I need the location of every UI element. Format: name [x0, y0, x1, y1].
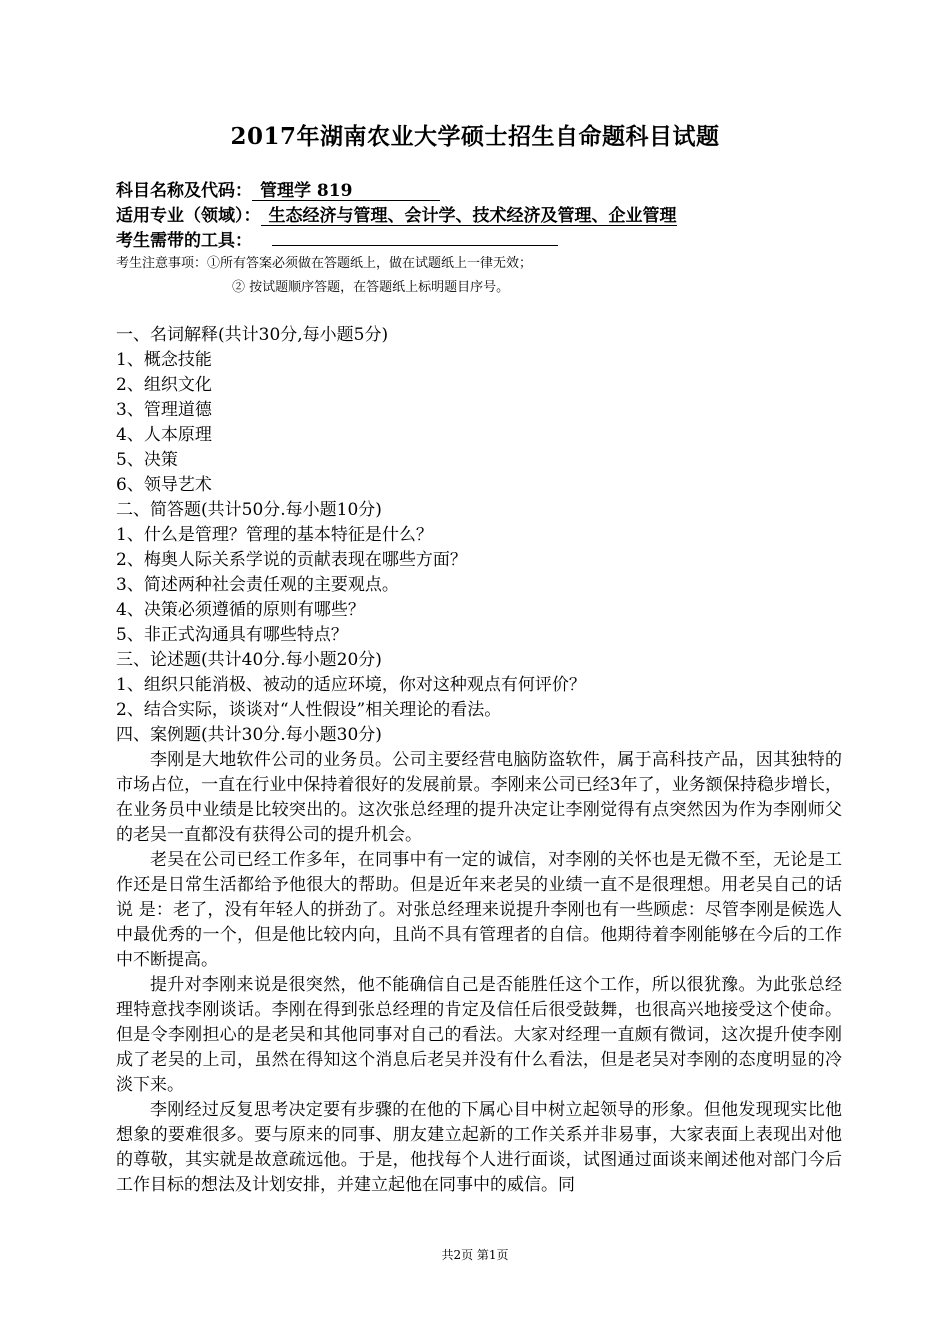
section-heading: 三、论述题(共计40分.每小题20分) — [116, 650, 382, 670]
section-heading: 一、名词解释(共计30分,每小题5分) — [116, 325, 389, 345]
question-item: 6、领导艺术 — [116, 475, 212, 495]
major-row — [116, 201, 677, 226]
tools-label: 考生需带的工具： — [116, 231, 252, 251]
question-item: 3、管理道德 — [116, 400, 212, 420]
section-heading: 二、简答题(共计50分.每小题10分) — [116, 500, 382, 520]
question-item: 2、结合实际，谈谈对“人性假设”相关理论的看法。 — [116, 700, 502, 720]
tools-row — [116, 226, 558, 251]
question-item: 2、组织文化 — [116, 375, 212, 395]
tools-blank — [272, 245, 558, 246]
question-item: 3、简述两种社会责任观的主要观点。 — [116, 575, 399, 595]
section-heading: 四、案例题(共计30分.每小题30分) — [116, 725, 382, 745]
page-title: 2017年湖南农业大学硕士招生自命题科目试题 — [230, 123, 720, 150]
question-item: 4、人本原理 — [116, 425, 212, 445]
case-paragraph: 老吴在公司已经工作多年，在同事中有一定的诚信，对李刚的关怀也是无微不至，无论是工作还是日常生活都给予他很大的帮助。但是近年来老吴的业绩一直不是很理想。用老吴自己的话说 是：老了，没有年轻人的拼劲了。对张总经理来说提升李刚也有一些顾虑：尽管李刚是候选人中最优秀的一个，但是他比较内向，且尚不具有管理者的自信。他期待着李刚能够在今后的工作中不断提高。 — [116, 850, 842, 970]
question-item: 1、组织只能消极、被动的适应环境，你对这种观点有何评价？ — [116, 675, 586, 695]
case-paragraph: 李刚经过反复思考决定要有步骤的在他的下属心目中树立起领导的形象。但他发现现实比他想象的要难很多。要与原来的同事、朋友建立起新的工作关系并非易事，大家表面上表现出对他的尊敬，其实就是故意疏远他。于是，他找每个人进行面谈，试图通过面谈来阐述他对部门今后工作目标的想法及计划安排，并建立起他在同事中的威信。同 — [116, 1100, 842, 1195]
question-item: 5、非正式沟通具有哪些特点？ — [116, 625, 348, 645]
question-item: 2、梅奥人际关系学说的贡献表现在哪些方面？ — [116, 550, 467, 570]
case-paragraph: 李刚是大地软件公司的业务员。公司主要经营电脑防盗软件，属于高科技产品，因其独特的市场占位，一直在行业中保持着很好的发展前景。李刚来公司已经3年了，业务额保持稳步增长，在业务员中业绩是比较突出的。这次张总经理的提升决定让李刚觉得有点突然因为作为李刚师父的老吴一直都没有获得公司的提升机会。 — [116, 750, 842, 845]
subject-value: 管理学 819 — [252, 182, 440, 201]
page-footer: 共2页 第1页 — [441, 1248, 509, 1262]
subject-row — [116, 176, 440, 201]
exam-body — [116, 323, 842, 1198]
case-paragraph: 提升对李刚来说是很突然，他不能确信自己是否能胜任这个工作，所以很犹豫。为此张总经理特意找李刚谈话。李刚在得到张总经理的肯定及信任后很受鼓舞，也很高兴地接受这个使命。但是令李刚担心的是老吴和其他同事对自己的看法。大家对经理一直颇有微词，这次提升使李刚成了老吴的上司，虽然在得知这个消息后老吴并没有什么看法，但是老吴对李刚的态度明显的冷淡下来。 — [116, 975, 842, 1095]
notice-line-1: 考生注意事项：①所有答案必须做在答题纸上，做在试题纸上一律无效； — [116, 256, 533, 271]
subject-label: 科目名称及代码： — [116, 181, 252, 201]
question-item: 4、决策必须遵循的原则有哪些？ — [116, 600, 365, 620]
major-label: 适用专业（领域）： — [116, 206, 261, 226]
question-item: 1、概念技能 — [116, 350, 212, 370]
major-value: 生态经济与管理、会计学、技术经济及管理、企业管理 — [261, 207, 677, 226]
question-item: 5、决策 — [116, 450, 178, 470]
notice-line-2: ② 按试题顺序答题，在答题纸上标明题目序号。 — [232, 280, 510, 295]
question-item: 1、什么是管理？管理的基本特征是什么？ — [116, 525, 433, 545]
